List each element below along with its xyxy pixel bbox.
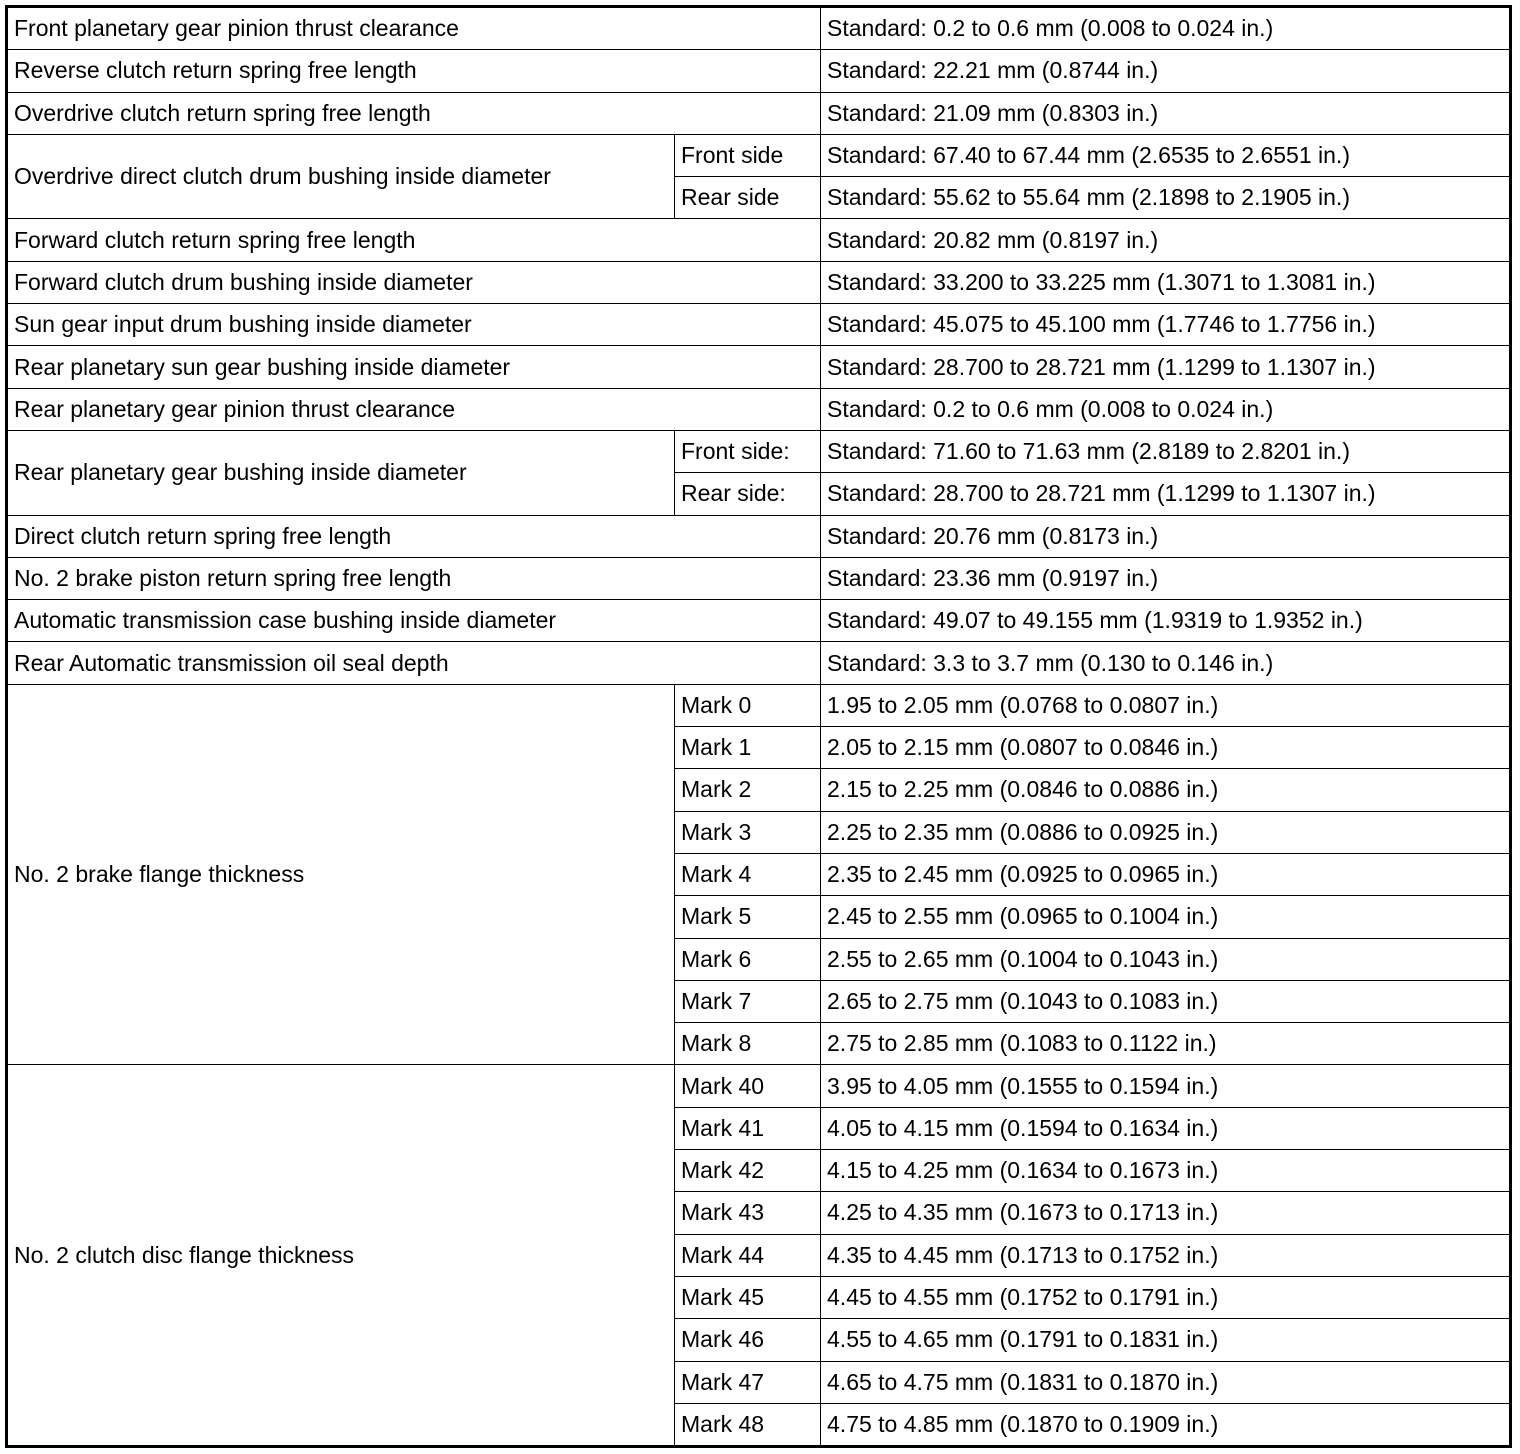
item-value: Standard: 28.700 to 28.721 mm (1.1299 to 1.1307 in.)	[821, 346, 1511, 388]
table-row	[7, 92, 1511, 134]
item-label: Rear planetary gear bushing inside diameter	[7, 430, 675, 515]
item-label: Direct clutch return spring free length	[7, 515, 821, 557]
item-value: Standard: 49.07 to 49.155 mm (1.9319 to 1.9352 in.)	[821, 600, 1511, 642]
table-row	[7, 1065, 1511, 1107]
item-subcategory: Mark 42	[675, 1150, 821, 1192]
item-subcategory: Mark 7	[675, 980, 821, 1022]
item-value: 2.55 to 2.65 mm (0.1004 to 0.1043 in.)	[821, 938, 1511, 980]
item-value: 4.15 to 4.25 mm (0.1634 to 0.1673 in.)	[821, 1150, 1511, 1192]
item-value: 2.15 to 2.25 mm (0.0846 to 0.0886 in.)	[821, 769, 1511, 811]
item-subcategory: Front side:	[675, 430, 821, 472]
item-value: Standard: 71.60 to 71.63 mm (2.8189 to 2.8201 in.)	[821, 430, 1511, 472]
spec-table-wrapper	[5, 5, 1509, 1448]
item-label: Overdrive clutch return spring free length	[7, 92, 821, 134]
item-label: No. 2 clutch disc flange thickness	[7, 1065, 675, 1447]
table-row	[7, 600, 1511, 642]
item-value: 1.95 to 2.05 mm (0.0768 to 0.0807 in.)	[821, 684, 1511, 726]
item-label: Forward clutch return spring free length	[7, 219, 821, 261]
table-row	[7, 346, 1511, 388]
item-value: 4.45 to 4.55 mm (0.1752 to 0.1791 in.)	[821, 1276, 1511, 1318]
item-label: Forward clutch drum bushing inside diameter	[7, 261, 821, 303]
item-subcategory: Mark 3	[675, 811, 821, 853]
item-value: 3.95 to 4.05 mm (0.1555 to 0.1594 in.)	[821, 1065, 1511, 1107]
item-value: 4.35 to 4.45 mm (0.1713 to 0.1752 in.)	[821, 1234, 1511, 1276]
spec-table	[5, 5, 1512, 1448]
item-label: Rear Automatic transmission oil seal depth	[7, 642, 821, 684]
item-subcategory: Front side	[675, 134, 821, 176]
item-label: Reverse clutch return spring free length	[7, 50, 821, 92]
item-subcategory: Mark 40	[675, 1065, 821, 1107]
item-subcategory: Mark 8	[675, 1023, 821, 1065]
item-subcategory: Mark 44	[675, 1234, 821, 1276]
item-subcategory: Mark 41	[675, 1107, 821, 1149]
item-subcategory: Mark 5	[675, 896, 821, 938]
item-value: Standard: 0.2 to 0.6 mm (0.008 to 0.024 in.)	[821, 7, 1511, 50]
item-label: Automatic transmission case bushing inside diameter	[7, 600, 821, 642]
table-row	[7, 134, 1511, 176]
item-value: Standard: 55.62 to 55.64 mm (2.1898 to 2.1905 in.)	[821, 177, 1511, 219]
table-row	[7, 219, 1511, 261]
item-subcategory: Mark 46	[675, 1319, 821, 1361]
item-value: Standard: 20.82 mm (0.8197 in.)	[821, 219, 1511, 261]
item-label: Rear planetary gear pinion thrust clearance	[7, 388, 821, 430]
item-label: Front planetary gear pinion thrust clearance	[7, 7, 821, 50]
table-row	[7, 515, 1511, 557]
item-value: 4.05 to 4.15 mm (0.1594 to 0.1634 in.)	[821, 1107, 1511, 1149]
item-value: Standard: 67.40 to 67.44 mm (2.6535 to 2.6551 in.)	[821, 134, 1511, 176]
item-value: 2.35 to 2.45 mm (0.0925 to 0.0965 in.)	[821, 853, 1511, 895]
item-subcategory: Mark 2	[675, 769, 821, 811]
item-value: Standard: 21.09 mm (0.8303 in.)	[821, 92, 1511, 134]
item-value: 2.45 to 2.55 mm (0.0965 to 0.1004 in.)	[821, 896, 1511, 938]
item-subcategory: Mark 48	[675, 1403, 821, 1446]
item-value: 4.65 to 4.75 mm (0.1831 to 0.1870 in.)	[821, 1361, 1511, 1403]
item-value: Standard: 22.21 mm (0.8744 in.)	[821, 50, 1511, 92]
item-value: Standard: 23.36 mm (0.9197 in.)	[821, 557, 1511, 599]
item-value: Standard: 20.76 mm (0.8173 in.)	[821, 515, 1511, 557]
table-row	[7, 304, 1511, 346]
item-label: No. 2 brake piston return spring free length	[7, 557, 821, 599]
item-value: Standard: 45.075 to 45.100 mm (1.7746 to 1.7756 in.)	[821, 304, 1511, 346]
table-row	[7, 684, 1511, 726]
item-value: Standard: 3.3 to 3.7 mm (0.130 to 0.146 in.)	[821, 642, 1511, 684]
item-label: Sun gear input drum bushing inside diameter	[7, 304, 821, 346]
item-subcategory: Mark 47	[675, 1361, 821, 1403]
table-row	[7, 50, 1511, 92]
item-label: Overdrive direct clutch drum bushing inside diameter	[7, 134, 675, 219]
table-row	[7, 642, 1511, 684]
table-row	[7, 388, 1511, 430]
item-value: 4.25 to 4.35 mm (0.1673 to 0.1713 in.)	[821, 1192, 1511, 1234]
item-value: 2.75 to 2.85 mm (0.1083 to 0.1122 in.)	[821, 1023, 1511, 1065]
item-subcategory: Rear side:	[675, 473, 821, 515]
item-value: Standard: 28.700 to 28.721 mm (1.1299 to 1.1307 in.)	[821, 473, 1511, 515]
item-subcategory: Mark 45	[675, 1276, 821, 1318]
item-subcategory: Mark 4	[675, 853, 821, 895]
table-row	[7, 7, 1511, 50]
table-row	[7, 261, 1511, 303]
table-row	[7, 557, 1511, 599]
item-value: 4.75 to 4.85 mm (0.1870 to 0.1909 in.)	[821, 1403, 1511, 1446]
table-row	[7, 430, 1511, 472]
item-value: 2.65 to 2.75 mm (0.1043 to 0.1083 in.)	[821, 980, 1511, 1022]
item-label: Rear planetary sun gear bushing inside diameter	[7, 346, 821, 388]
item-value: 4.55 to 4.65 mm (0.1791 to 0.1831 in.)	[821, 1319, 1511, 1361]
item-subcategory: Mark 43	[675, 1192, 821, 1234]
item-subcategory: Rear side	[675, 177, 821, 219]
item-subcategory: Mark 6	[675, 938, 821, 980]
item-value: Standard: 33.200 to 33.225 mm (1.3071 to 1.3081 in.)	[821, 261, 1511, 303]
item-subcategory: Mark 1	[675, 727, 821, 769]
item-label: No. 2 brake flange thickness	[7, 684, 675, 1065]
item-value: 2.25 to 2.35 mm (0.0886 to 0.0925 in.)	[821, 811, 1511, 853]
item-value: 2.05 to 2.15 mm (0.0807 to 0.0846 in.)	[821, 727, 1511, 769]
item-value: Standard: 0.2 to 0.6 mm (0.008 to 0.024 in.)	[821, 388, 1511, 430]
item-subcategory: Mark 0	[675, 684, 821, 726]
